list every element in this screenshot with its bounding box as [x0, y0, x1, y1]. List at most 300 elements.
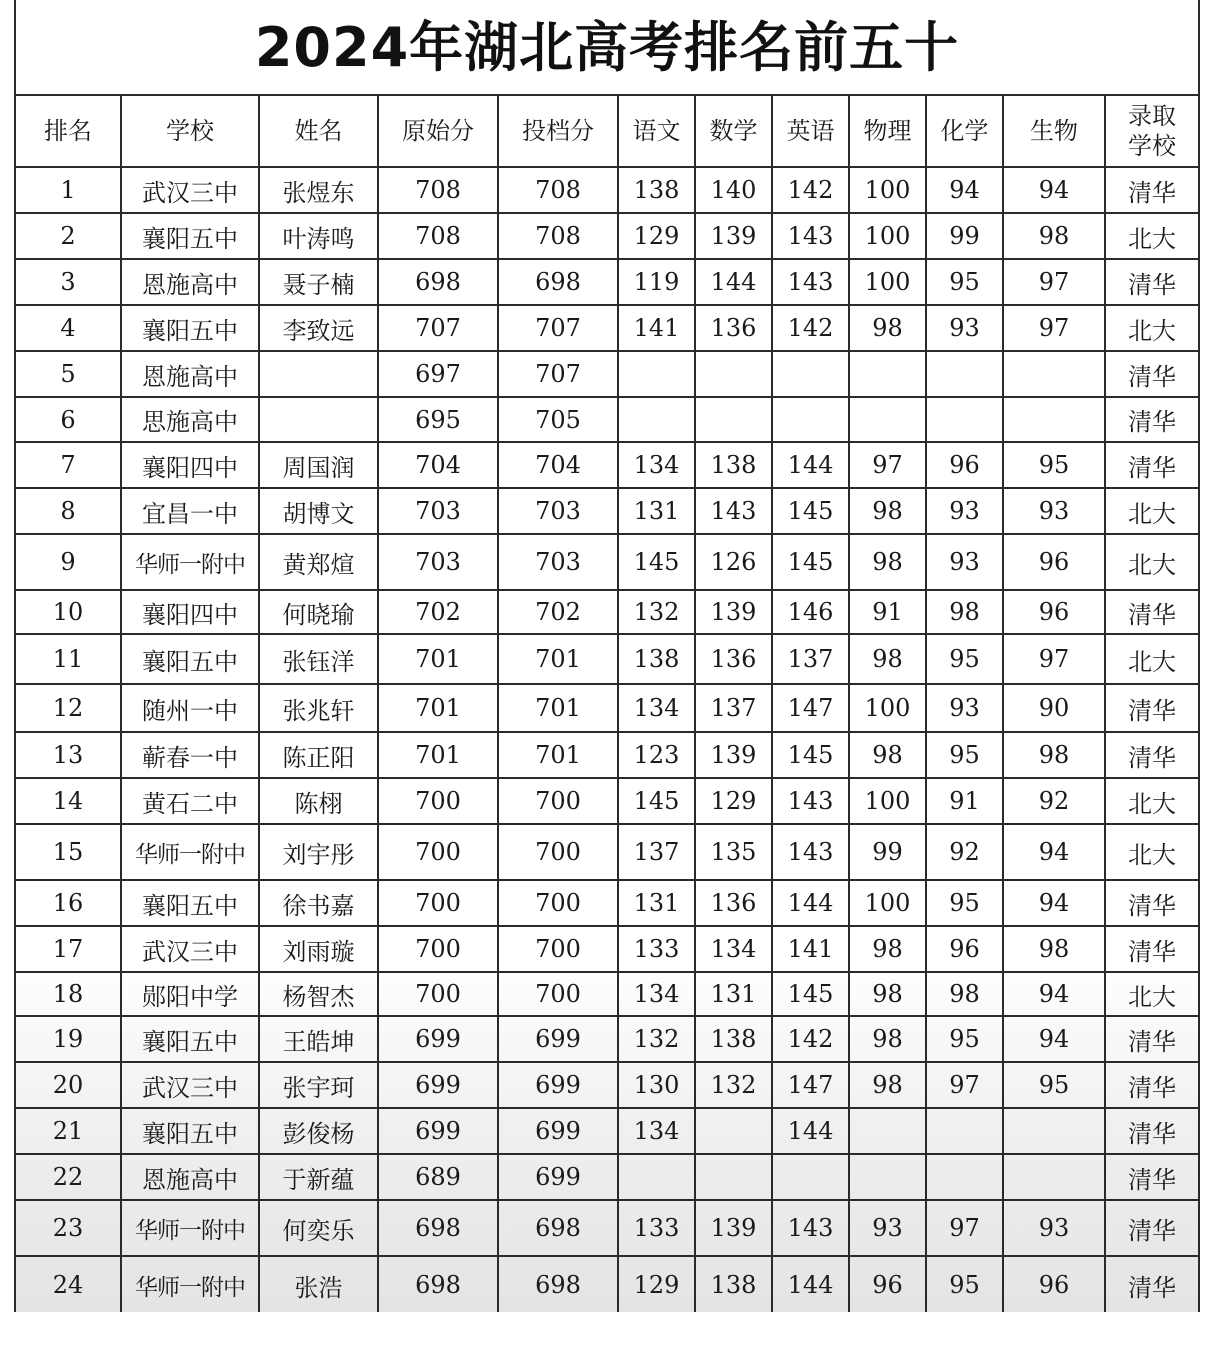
table-row [16, 778, 1198, 824]
chinese-score-cell: 132 [618, 1016, 695, 1062]
math-score-cell [695, 1108, 772, 1154]
rank-cell: 5 [16, 351, 121, 397]
chemistry-score-cell: 95 [926, 880, 1003, 926]
admission-cell: 清华 [1105, 926, 1198, 972]
physics-score-cell: 93 [849, 1200, 926, 1256]
english-score-cell: 137 [772, 634, 849, 684]
biology-score-cell: 94 [1003, 824, 1105, 880]
table-row [16, 972, 1198, 1016]
name-cell: 彭俊杨 [259, 1108, 378, 1154]
admission-cell: 北大 [1105, 213, 1198, 259]
admission-cell: 清华 [1105, 1200, 1198, 1256]
filing-score-cell: 700 [498, 926, 618, 972]
name-cell: 徐书嘉 [259, 880, 378, 926]
admission-cell: 清华 [1105, 590, 1198, 634]
rank-cell: 12 [16, 684, 121, 732]
filing-score-cell: 698 [498, 1200, 618, 1256]
school-cell: 郧阳中学 [121, 972, 259, 1016]
english-score-cell [772, 351, 849, 397]
raw-score-cell: 707 [378, 305, 498, 351]
name-cell: 李致远 [259, 305, 378, 351]
biology-score-cell: 95 [1003, 1062, 1105, 1108]
table-row [16, 1016, 1198, 1062]
physics-score-cell: 98 [849, 488, 926, 534]
physics-score-cell: 98 [849, 534, 926, 590]
admission-cell: 北大 [1105, 488, 1198, 534]
admission-cell: 北大 [1105, 534, 1198, 590]
english-score-cell [772, 1154, 849, 1200]
chinese-score-cell: 138 [618, 167, 695, 213]
physics-score-cell [849, 351, 926, 397]
table-row [16, 590, 1198, 634]
physics-score-cell [849, 1108, 926, 1154]
raw-score-cell: 700 [378, 880, 498, 926]
raw-score-cell: 700 [378, 778, 498, 824]
name-cell: 叶涛鸣 [259, 213, 378, 259]
english-score-cell: 142 [772, 305, 849, 351]
school-cell: 襄阳五中 [121, 880, 259, 926]
admission-cell: 北大 [1105, 305, 1198, 351]
filing-score-cell: 699 [498, 1062, 618, 1108]
physics-score-cell: 100 [849, 213, 926, 259]
chinese-score-cell: 134 [618, 1108, 695, 1154]
header-school: 学校 [121, 95, 259, 167]
raw-score-cell: 699 [378, 1062, 498, 1108]
filing-score-cell: 701 [498, 684, 618, 732]
english-score-cell: 144 [772, 1256, 849, 1314]
chinese-score-cell: 134 [618, 684, 695, 732]
table-row [16, 167, 1198, 213]
english-score-cell: 144 [772, 880, 849, 926]
physics-score-cell: 100 [849, 684, 926, 732]
table-row [16, 732, 1198, 778]
ranking-table [16, 94, 1198, 1315]
table-body [16, 167, 1198, 1314]
table-row [16, 534, 1198, 590]
english-score-cell: 145 [772, 488, 849, 534]
school-cell: 襄阳五中 [121, 634, 259, 684]
filing-score-cell: 704 [498, 442, 618, 488]
chinese-score-cell: 134 [618, 972, 695, 1016]
name-cell: 于新蕴 [259, 1154, 378, 1200]
header-math: 数学 [695, 95, 772, 167]
math-score-cell: 136 [695, 880, 772, 926]
math-score-cell: 135 [695, 824, 772, 880]
chinese-score-cell: 138 [618, 634, 695, 684]
chemistry-score-cell: 93 [926, 684, 1003, 732]
header-biology: 生物 [1003, 95, 1105, 167]
table-row [16, 824, 1198, 880]
name-cell: 张宇珂 [259, 1062, 378, 1108]
rank-cell: 9 [16, 534, 121, 590]
english-score-cell: 143 [772, 778, 849, 824]
chinese-score-cell: 129 [618, 1256, 695, 1314]
physics-score-cell: 98 [849, 972, 926, 1016]
english-score-cell: 144 [772, 442, 849, 488]
name-cell: 聂子楠 [259, 259, 378, 305]
chinese-score-cell [618, 397, 695, 442]
chinese-score-cell: 131 [618, 488, 695, 534]
admission-cell: 清华 [1105, 1154, 1198, 1200]
school-cell: 襄阳五中 [121, 213, 259, 259]
name-cell: 何晓瑜 [259, 590, 378, 634]
filing-score-cell: 698 [498, 259, 618, 305]
raw-score-cell: 701 [378, 732, 498, 778]
filing-score-cell: 702 [498, 590, 618, 634]
chinese-score-cell: 134 [618, 442, 695, 488]
filing-score-cell: 701 [498, 634, 618, 684]
header-rank: 排名 [16, 95, 121, 167]
admission-cell: 清华 [1105, 1256, 1198, 1314]
biology-score-cell: 94 [1003, 972, 1105, 1016]
english-score-cell: 143 [772, 213, 849, 259]
filing-score-cell: 699 [498, 1108, 618, 1154]
chemistry-score-cell: 95 [926, 1256, 1003, 1314]
rank-cell: 10 [16, 590, 121, 634]
admission-cell: 清华 [1105, 1016, 1198, 1062]
table-row [16, 926, 1198, 972]
admission-cell: 清华 [1105, 880, 1198, 926]
math-score-cell: 137 [695, 684, 772, 732]
chinese-score-cell: 131 [618, 880, 695, 926]
biology-score-cell: 97 [1003, 305, 1105, 351]
admission-cell: 北大 [1105, 824, 1198, 880]
math-score-cell [695, 1154, 772, 1200]
chinese-score-cell: 133 [618, 1200, 695, 1256]
chemistry-score-cell: 96 [926, 442, 1003, 488]
math-score-cell: 136 [695, 634, 772, 684]
math-score-cell [695, 351, 772, 397]
table-row [16, 351, 1198, 397]
table-row [16, 1200, 1198, 1256]
english-score-cell: 143 [772, 259, 849, 305]
math-score-cell: 139 [695, 213, 772, 259]
filing-score-cell: 698 [498, 1256, 618, 1314]
school-cell: 华师一附中 [121, 824, 259, 880]
chemistry-score-cell: 98 [926, 590, 1003, 634]
raw-score-cell: 700 [378, 926, 498, 972]
physics-score-cell: 98 [849, 305, 926, 351]
table-row [16, 259, 1198, 305]
name-cell: 何奕乐 [259, 1200, 378, 1256]
biology-score-cell: 94 [1003, 880, 1105, 926]
biology-score-cell: 98 [1003, 732, 1105, 778]
physics-score-cell [849, 397, 926, 442]
rank-cell: 7 [16, 442, 121, 488]
raw-score-cell: 704 [378, 442, 498, 488]
raw-score-cell: 701 [378, 684, 498, 732]
header-chemistry: 化学 [926, 95, 1003, 167]
name-cell: 张煜东 [259, 167, 378, 213]
table-row [16, 1154, 1198, 1200]
table-header-row [16, 95, 1198, 167]
rank-cell: 20 [16, 1062, 121, 1108]
chinese-score-cell: 145 [618, 778, 695, 824]
chemistry-score-cell [926, 351, 1003, 397]
chemistry-score-cell: 95 [926, 732, 1003, 778]
chemistry-score-cell: 93 [926, 534, 1003, 590]
header-raw-score: 原始分 [378, 95, 498, 167]
name-cell: 胡博文 [259, 488, 378, 534]
raw-score-cell: 698 [378, 1200, 498, 1256]
filing-score-cell: 700 [498, 972, 618, 1016]
chemistry-score-cell [926, 1108, 1003, 1154]
school-cell: 襄阳五中 [121, 1108, 259, 1154]
admission-cell: 清华 [1105, 442, 1198, 488]
chemistry-score-cell: 93 [926, 488, 1003, 534]
biology-score-cell: 93 [1003, 488, 1105, 534]
name-cell: 张兆轩 [259, 684, 378, 732]
physics-score-cell: 99 [849, 824, 926, 880]
biology-score-cell [1003, 397, 1105, 442]
school-cell: 恩施高中 [121, 351, 259, 397]
chinese-score-cell: 132 [618, 590, 695, 634]
admission-cell: 北大 [1105, 778, 1198, 824]
english-score-cell: 147 [772, 684, 849, 732]
header-physics: 物理 [849, 95, 926, 167]
chemistry-score-cell: 91 [926, 778, 1003, 824]
filing-score-cell: 700 [498, 880, 618, 926]
raw-score-cell: 703 [378, 488, 498, 534]
math-score-cell: 138 [695, 1016, 772, 1062]
table-row [16, 1062, 1198, 1108]
school-cell: 襄阳五中 [121, 305, 259, 351]
chemistry-score-cell [926, 1154, 1003, 1200]
chemistry-score-cell [926, 397, 1003, 442]
math-score-cell [695, 397, 772, 442]
filing-score-cell: 707 [498, 351, 618, 397]
filing-score-cell: 700 [498, 778, 618, 824]
school-cell: 襄阳四中 [121, 590, 259, 634]
raw-score-cell: 700 [378, 824, 498, 880]
school-cell: 恩施高中 [121, 259, 259, 305]
biology-score-cell: 98 [1003, 926, 1105, 972]
physics-score-cell: 91 [849, 590, 926, 634]
chemistry-score-cell: 98 [926, 972, 1003, 1016]
chemistry-score-cell: 95 [926, 259, 1003, 305]
school-cell: 武汉三中 [121, 926, 259, 972]
rank-cell: 1 [16, 167, 121, 213]
raw-score-cell: 700 [378, 972, 498, 1016]
biology-score-cell: 94 [1003, 167, 1105, 213]
math-score-cell: 126 [695, 534, 772, 590]
physics-score-cell: 97 [849, 442, 926, 488]
physics-score-cell: 100 [849, 880, 926, 926]
school-cell: 宜昌一中 [121, 488, 259, 534]
filing-score-cell: 703 [498, 534, 618, 590]
math-score-cell: 139 [695, 590, 772, 634]
name-cell: 张钰洋 [259, 634, 378, 684]
rank-cell: 2 [16, 213, 121, 259]
table-row [16, 1256, 1198, 1314]
chinese-score-cell [618, 1154, 695, 1200]
table-row [16, 442, 1198, 488]
physics-score-cell: 96 [849, 1256, 926, 1314]
biology-score-cell [1003, 351, 1105, 397]
chemistry-score-cell: 96 [926, 926, 1003, 972]
raw-score-cell: 698 [378, 1256, 498, 1314]
physics-score-cell: 98 [849, 926, 926, 972]
admission-cell: 清华 [1105, 1062, 1198, 1108]
biology-score-cell: 90 [1003, 684, 1105, 732]
admission-cell: 清华 [1105, 397, 1198, 442]
raw-score-cell: 703 [378, 534, 498, 590]
school-cell: 随州一中 [121, 684, 259, 732]
chemistry-score-cell: 95 [926, 1016, 1003, 1062]
math-score-cell: 140 [695, 167, 772, 213]
table-row [16, 305, 1198, 351]
english-score-cell: 141 [772, 926, 849, 972]
math-score-cell: 139 [695, 1200, 772, 1256]
name-cell: 张浩 [259, 1256, 378, 1314]
header-filing-score: 投档分 [498, 95, 618, 167]
chemistry-score-cell: 93 [926, 305, 1003, 351]
name-cell [259, 397, 378, 442]
biology-score-cell: 98 [1003, 213, 1105, 259]
rank-cell: 6 [16, 397, 121, 442]
rank-cell: 4 [16, 305, 121, 351]
rank-cell: 3 [16, 259, 121, 305]
chinese-score-cell: 133 [618, 926, 695, 972]
table-row [16, 488, 1198, 534]
raw-score-cell: 701 [378, 634, 498, 684]
chinese-score-cell [618, 351, 695, 397]
rank-cell: 23 [16, 1200, 121, 1256]
chinese-score-cell: 123 [618, 732, 695, 778]
rank-cell: 22 [16, 1154, 121, 1200]
raw-score-cell: 698 [378, 259, 498, 305]
school-cell: 襄阳四中 [121, 442, 259, 488]
english-score-cell: 147 [772, 1062, 849, 1108]
math-score-cell: 129 [695, 778, 772, 824]
biology-score-cell: 97 [1003, 259, 1105, 305]
school-cell: 华师一附中 [121, 1200, 259, 1256]
biology-score-cell [1003, 1154, 1105, 1200]
rank-cell: 14 [16, 778, 121, 824]
rank-cell: 24 [16, 1256, 121, 1314]
header-chinese: 语文 [618, 95, 695, 167]
name-cell [259, 351, 378, 397]
header-admission: 录取学校 [1105, 95, 1198, 167]
raw-score-cell: 708 [378, 167, 498, 213]
rank-cell: 16 [16, 880, 121, 926]
math-score-cell: 143 [695, 488, 772, 534]
english-score-cell: 144 [772, 1108, 849, 1154]
chinese-score-cell: 129 [618, 213, 695, 259]
raw-score-cell: 689 [378, 1154, 498, 1200]
admission-cell: 清华 [1105, 684, 1198, 732]
biology-score-cell: 97 [1003, 634, 1105, 684]
raw-score-cell: 702 [378, 590, 498, 634]
name-cell: 黄郑煊 [259, 534, 378, 590]
chemistry-score-cell: 94 [926, 167, 1003, 213]
raw-score-cell: 708 [378, 213, 498, 259]
english-score-cell: 143 [772, 824, 849, 880]
biology-score-cell: 93 [1003, 1200, 1105, 1256]
physics-score-cell: 98 [849, 1062, 926, 1108]
chemistry-score-cell: 99 [926, 213, 1003, 259]
admission-cell: 清华 [1105, 259, 1198, 305]
admission-cell: 清华 [1105, 1108, 1198, 1154]
math-score-cell: 131 [695, 972, 772, 1016]
school-cell: 华师一附中 [121, 1256, 259, 1314]
rank-cell: 15 [16, 824, 121, 880]
math-score-cell: 138 [695, 442, 772, 488]
page-title: 2024年湖北高考排名前五十 [16, 0, 1198, 96]
name-cell: 陈正阳 [259, 732, 378, 778]
chemistry-score-cell: 95 [926, 634, 1003, 684]
filing-score-cell: 699 [498, 1016, 618, 1062]
name-cell: 刘宇彤 [259, 824, 378, 880]
filing-score-cell: 700 [498, 824, 618, 880]
table-row [16, 634, 1198, 684]
physics-score-cell [849, 1154, 926, 1200]
biology-score-cell: 92 [1003, 778, 1105, 824]
admission-cell: 北大 [1105, 972, 1198, 1016]
biology-score-cell: 96 [1003, 1256, 1105, 1314]
header-name: 姓名 [259, 95, 378, 167]
physics-score-cell: 100 [849, 259, 926, 305]
admission-cell: 北大 [1105, 634, 1198, 684]
math-score-cell: 139 [695, 732, 772, 778]
admission-cell: 清华 [1105, 167, 1198, 213]
school-cell: 思施高中 [121, 397, 259, 442]
filing-score-cell: 705 [498, 397, 618, 442]
chemistry-score-cell: 92 [926, 824, 1003, 880]
name-cell: 周国润 [259, 442, 378, 488]
biology-score-cell [1003, 1108, 1105, 1154]
school-cell: 蕲春一中 [121, 732, 259, 778]
physics-score-cell: 98 [849, 1016, 926, 1062]
rank-cell: 18 [16, 972, 121, 1016]
chinese-score-cell: 119 [618, 259, 695, 305]
bottom-margin [0, 1312, 1220, 1357]
chinese-score-cell: 141 [618, 305, 695, 351]
raw-score-cell: 699 [378, 1016, 498, 1062]
raw-score-cell: 695 [378, 397, 498, 442]
english-score-cell [772, 397, 849, 442]
filing-score-cell: 708 [498, 167, 618, 213]
biology-score-cell: 96 [1003, 590, 1105, 634]
chinese-score-cell: 130 [618, 1062, 695, 1108]
ranking-sheet [14, 0, 1200, 1312]
physics-score-cell: 100 [849, 778, 926, 824]
raw-score-cell: 697 [378, 351, 498, 397]
filing-score-cell: 703 [498, 488, 618, 534]
rank-cell: 13 [16, 732, 121, 778]
english-score-cell: 145 [772, 534, 849, 590]
math-score-cell: 138 [695, 1256, 772, 1314]
chinese-score-cell: 145 [618, 534, 695, 590]
name-cell: 陈栩 [259, 778, 378, 824]
name-cell: 刘雨璇 [259, 926, 378, 972]
chemistry-score-cell: 97 [926, 1062, 1003, 1108]
biology-score-cell: 95 [1003, 442, 1105, 488]
rank-cell: 11 [16, 634, 121, 684]
english-score-cell: 145 [772, 972, 849, 1016]
table-row [16, 213, 1198, 259]
table-row [16, 397, 1198, 442]
math-score-cell: 144 [695, 259, 772, 305]
math-score-cell: 132 [695, 1062, 772, 1108]
rank-cell: 17 [16, 926, 121, 972]
admission-cell: 清华 [1105, 351, 1198, 397]
chemistry-score-cell: 97 [926, 1200, 1003, 1256]
table-row [16, 684, 1198, 732]
english-score-cell: 142 [772, 1016, 849, 1062]
filing-score-cell: 701 [498, 732, 618, 778]
math-score-cell: 134 [695, 926, 772, 972]
